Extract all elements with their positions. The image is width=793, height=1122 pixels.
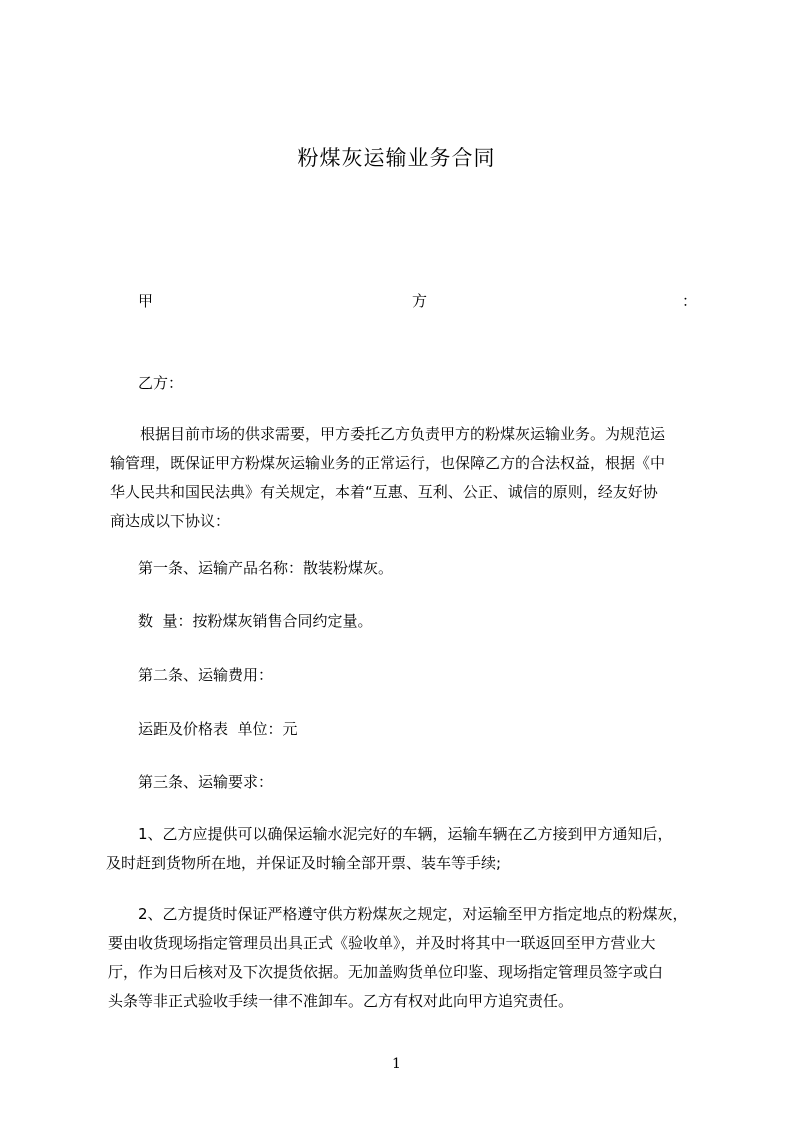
intro-paragraph (110, 420, 665, 536)
article-2: 第二条、运输费用： (138, 666, 274, 684)
party-a-char-2: 方 (412, 292, 428, 310)
party-a-colon: ： (682, 292, 698, 310)
requirement-2-line-4: 头条等非正式验收手续一律不准卸车。乙方有权对此向甲方追究责任。 (108, 992, 574, 1010)
requirement-2 (108, 900, 688, 1016)
document-title: 粉煤灰运输业务合同 (297, 146, 496, 170)
requirement-2-line-2: 要由收货现场指定管理员出具正式《验收单》，并及时将其中一联返回至甲方营业大 (108, 934, 656, 952)
requirement-1 (106, 820, 673, 878)
requirement-2-line-1: 2、乙方提货时保证严格遵守供方粉煤灰之规定，对运输至甲方指定地点的粉煤灰， (138, 905, 688, 923)
party-a-char-1: 甲 (138, 292, 154, 310)
price-table-caption: 运距及价格表 单位：元 (138, 720, 298, 738)
party-b-line: 乙方： (138, 374, 184, 392)
quantity-line: 数 量：按粉煤灰销售合同约定量。 (138, 612, 373, 630)
article-3: 第三条、运输要求： (138, 773, 274, 791)
intro-line-1: 根据目前市场的供求需要，甲方委托乙方负责甲方的粉煤灰运输业务。为规范运 (140, 425, 666, 443)
intro-line-2: 输管理，既保证甲方粉煤灰运输业务的正常运行，也保障乙方的合法权益，根据《中 (110, 454, 666, 472)
intro-line-3: 华人民共和国民法典》有关规定，本着“互惠、互利、公正、诚信的原则，经友好协 (110, 483, 658, 501)
requirement-1-line-2: 及时赶到货物所在地，并保证及时输全部开票、装车等手续; (106, 854, 502, 872)
page-number: 1 (392, 1056, 401, 1072)
requirement-1-line-1: 1、乙方应提供可以确保运输水泥完好的车辆，运输车辆在乙方接到甲方通知后， (138, 825, 673, 843)
party-a-line (138, 290, 698, 314)
intro-line-4: 商达成以下协议： (110, 512, 231, 530)
requirement-2-line-3: 厅，作为日后核对及下次提货依据。无加盖购货单位印鉴、现场指定管理员签字或白 (108, 963, 664, 981)
article-1: 第一条、运输产品名称：散装粉煤灰。 (138, 559, 394, 577)
